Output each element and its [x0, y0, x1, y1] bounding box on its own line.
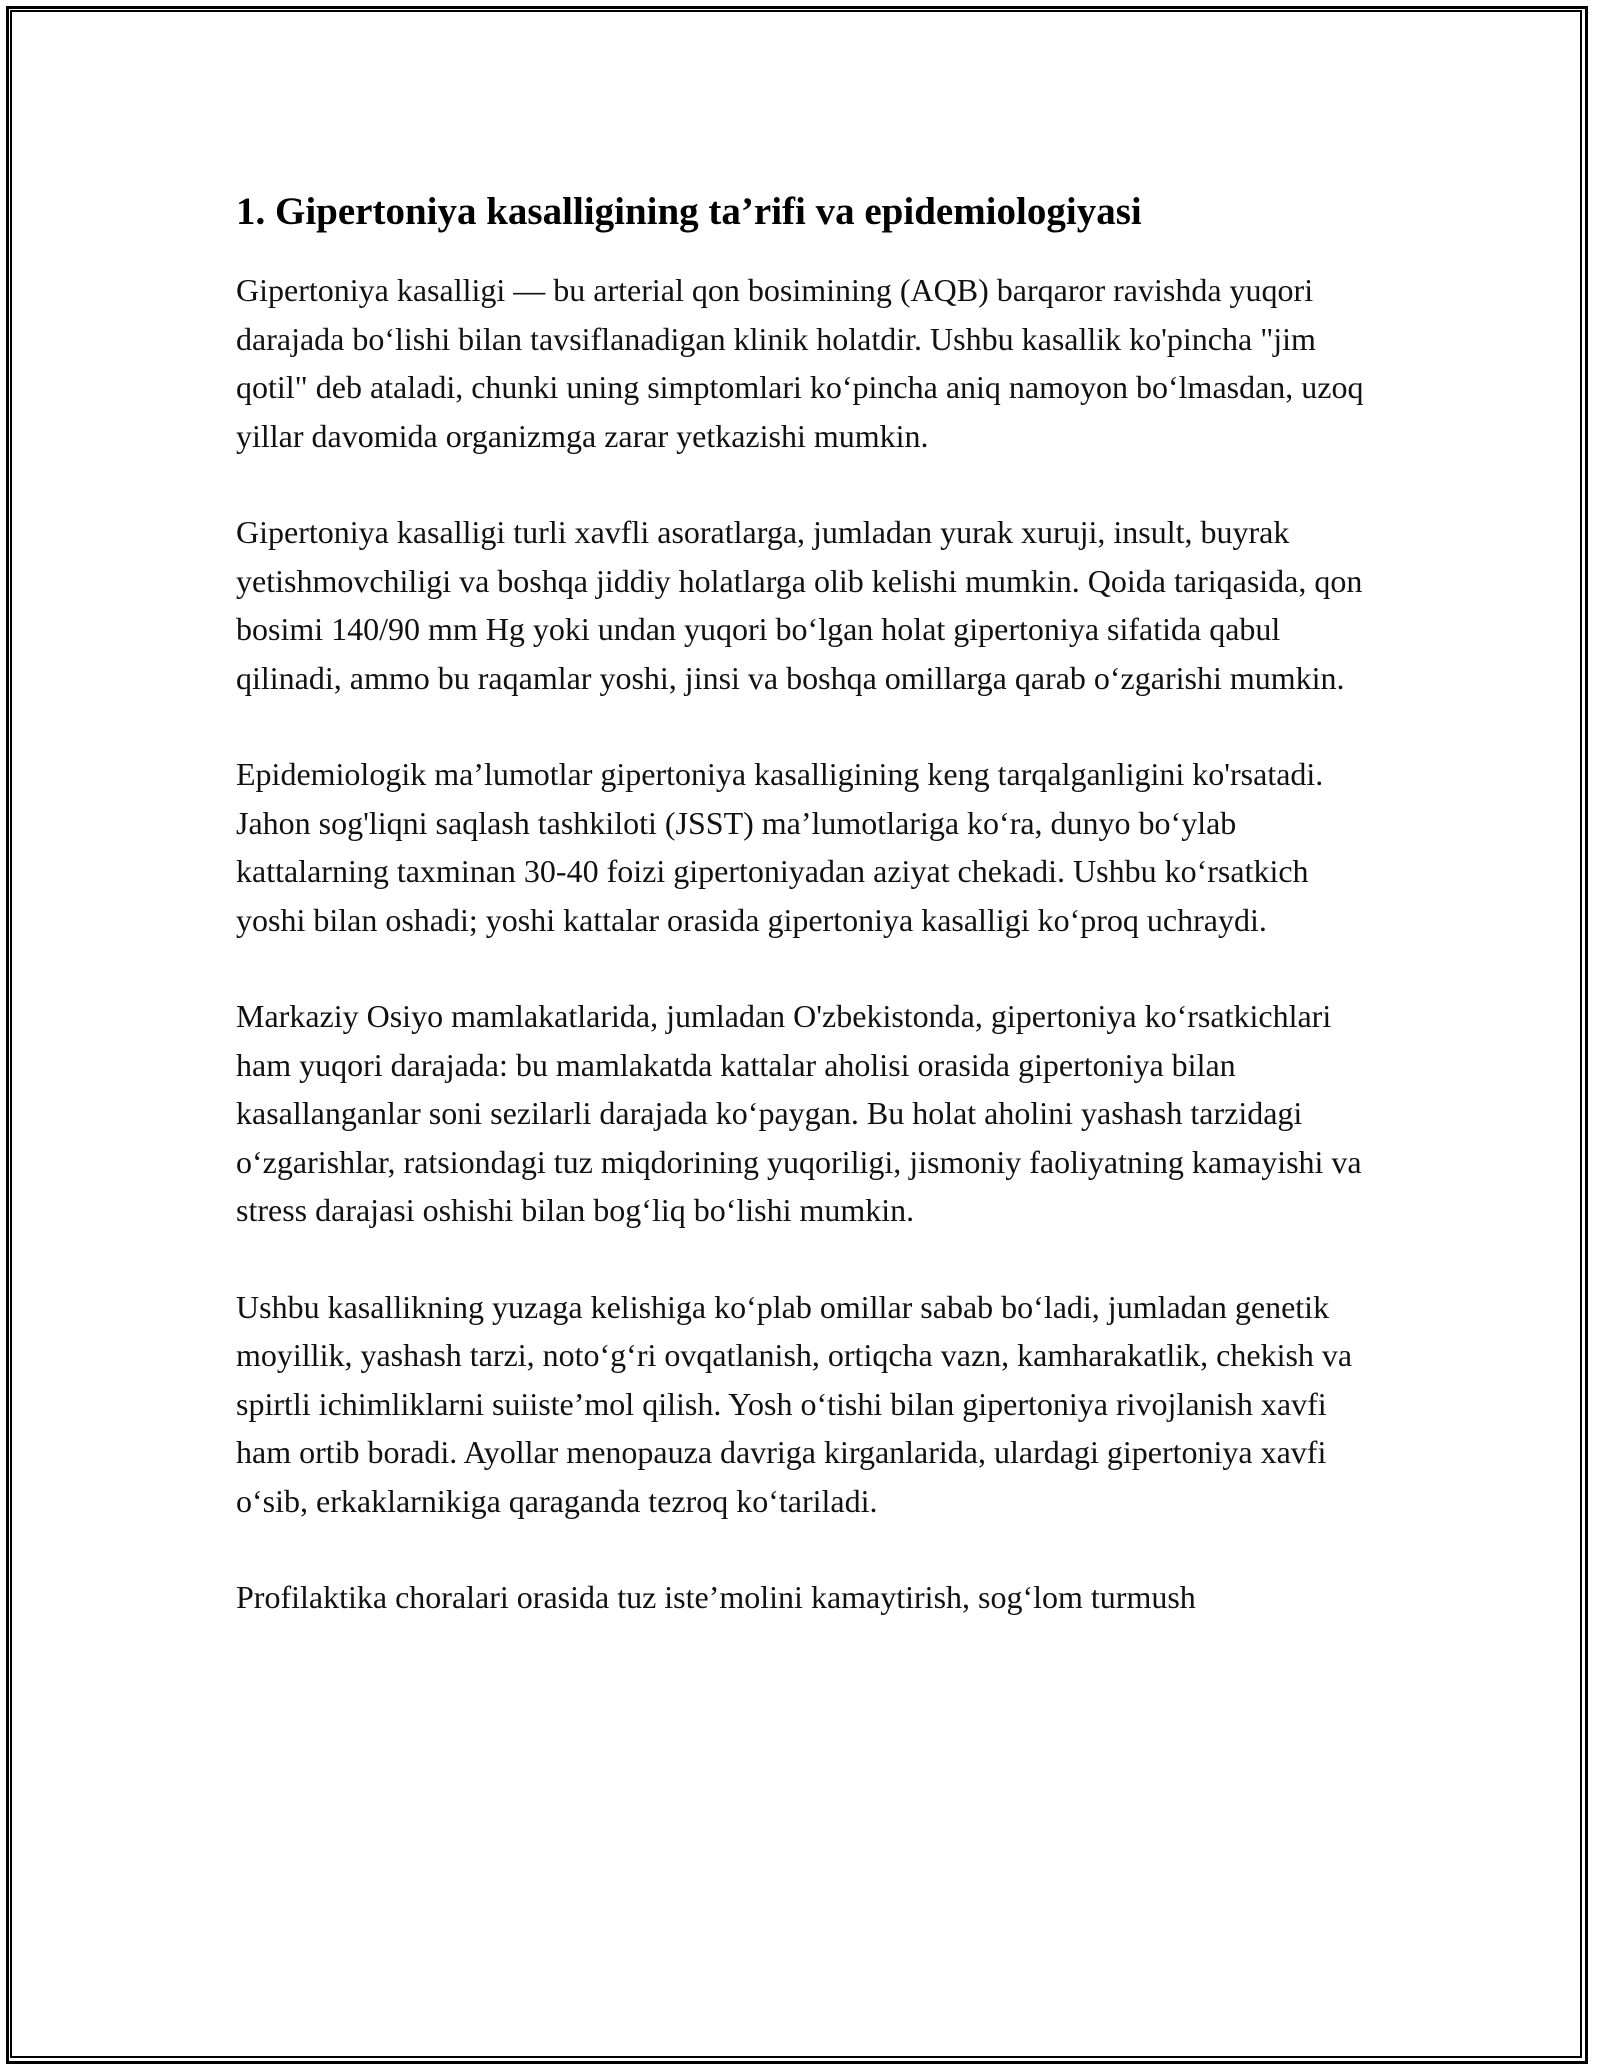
- document-body: [236, 186, 1366, 1622]
- paragraph-risk-factors: Ushbu kasallikning yuzaga kelishiga ko‘plab omillar sabab bo‘ladi, jumladan genetik moyillik, yashash tarzi, noto‘g‘ri ovqatlanish, ortiqcha vazn, kamharakatlik, chekish va spirtli ichimliklarni suiiste’mol qilish. Yosh o‘tishi bilan gipertoniya rivojlanish xavfi ham ortib boradi. Ayollar menopauza davriga kirganlarida, ulardagi gipertoniya xavfi o‘sib, erkaklarnikiga qaraganda tezroq ko‘tariladi.: [236, 1288, 1353, 1519]
- section-heading: 1. Gipertoniya kasalligining ta’rifi va epidemiologiyasi: [236, 190, 1142, 233]
- paragraph-definition: Gipertoniya kasalligi — bu arterial qon bosimining (AQB) barqaror ravishda yuqori darajada bo‘lishi bilan tavsiflanadigan klinik holatdir. Ushbu kasallik ko'pincha "jim qotil" deb ataladi, chunki uning simptomlari ko‘pincha aniq namoyon bo‘lmasdan, uzoq yillar davomida organizmga zarar yetkazishi mumkin.: [236, 272, 1364, 454]
- paragraph-epidemiology: Epidemiologik ma’lumotlar gipertoniya kasalligining keng tarqalganligini ko'rsatadi. Jahon sog'liqni saqlash tashkiloti (JSST) ma’lumotlariga ko‘ra, dunyo bo‘ylab kattalarning taxminan 30-40 foizi gipertoniyadan aziyat chekadi. Ushbu ko‘rsatkich yoshi bilan oshadi; yoshi kattalar orasida gipertoniya kasalligi ko‘proq uchraydi.: [236, 756, 1324, 938]
- paragraph-prevention: Profilaktika choralari orasida tuz iste’molini kamaytirish, sog‘lom turmush: [236, 1579, 1196, 1615]
- paragraph-complications: Gipertoniya kasalligi turli xavfli asoratlarga, jumladan yurak xuruji, insult, buyrak yetishmovchiligi va boshqa jiddiy holatlarga olib kelishi mumkin. Qoida tariqasida, qon bosimi 140/90 mm Hg yoki undan yuqori bo‘lgan holat gipertoniya sifatida qabul qilinadi, ammo bu raqamlar yoshi, jinsi va boshqa omillarga qarab o‘zgarishi mumkin.: [236, 514, 1363, 696]
- paragraph-central-asia: Markaziy Osiyo mamlakatlarida, jumladan O'zbekistonda, gipertoniya ko‘rsatkichlari ham yuqori darajada: bu mamlakatda kattalar aholisi orasida gipertoniya bilan kasallanganlar soni sezilarli darajada ko‘paygan. Bu holat aholini yashash tarzidagi o‘zgarishlar, ratsiondagi tuz miqdorining yuqoriligi, jismoniy faoliyatning kamayishi va stress darajasi oshishi bilan bog‘liq bo‘lishi mumkin.: [236, 998, 1362, 1228]
